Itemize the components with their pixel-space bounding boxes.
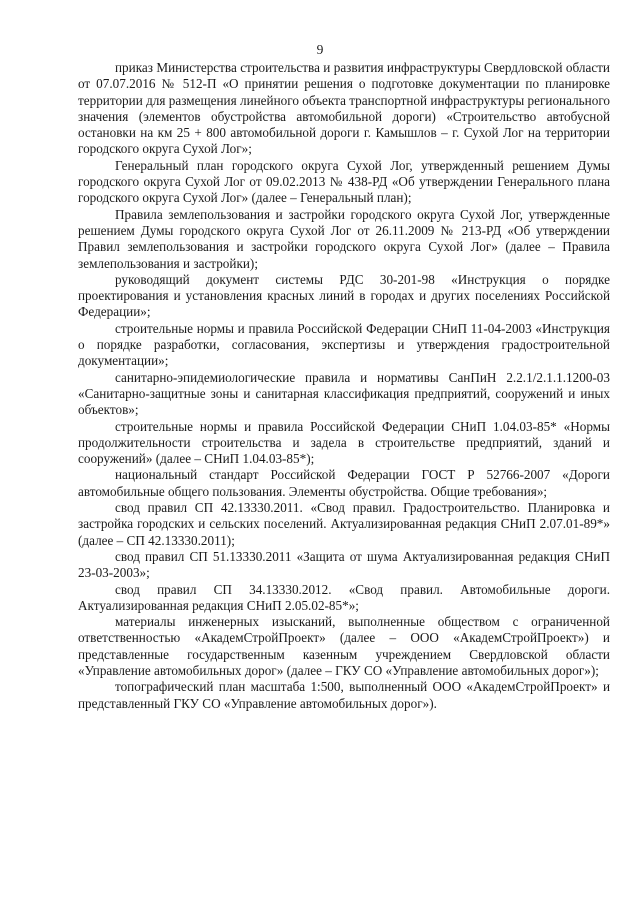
paragraph-snip-1-04-03-85: строительные нормы и правила Российской Федерации СНиП 1.04.03-85* «Нормы продолжительности строительства и задела в строительстве предприятий, зданий и сооружений» (далее – СНиП 1.04.03-85*); <box>78 418 610 467</box>
paragraph-sp-34-13330-2012: свод правил СП 34.13330.2012. «Свод правил. Автомобильные дороги. Актуализированная редакция СНиП 2.05.02-85*»; <box>78 581 610 613</box>
paragraph-land-use-rules: Правила землепользования и застройки городского округа Сухой Лог, утвержденные решением Думы городского округа Сухой Лог от 26.11.2009 № 213-РД «Об утверждении Правил землепользования и застройки городского округа Сухой Лог» (далее – Правила землепользования и застройки); <box>78 206 610 271</box>
paragraph-sanpin: санитарно-эпидемиологические правила и нормативы СанПиН 2.2.1/2.1.1.1200-03 «Санитарно-защитные зоны и санитарная классификация предприятий, сооружений и иных объектов»; <box>78 369 610 418</box>
document-body <box>78 60 610 712</box>
paragraph-engineering-surveys: материалы инженерных изысканий, выполненные обществом с ограниченной ответственностью «АкадемСтройПроект» (далее – ООО «АкадемСтройПроект») и представленные государственным казенным учреждением Свердловской области «Управление автомобильных дорог» (далее – ГКУ СО «Управление автомобильных дорог»); <box>78 614 610 678</box>
paragraph-rds-30-201-98: руководящий документ системы РДС 30-201-98 «Инструкция о порядке проектирования и установления красных линий в городах и других поселениях Российской Федерации»; <box>78 271 610 320</box>
paragraph-gost-52766-2007: национальный стандарт Российской Федерации ГОСТ Р 52766-2007 «Дороги автомобильные общего пользования. Элементы обустройства. Общие требования»; <box>78 467 610 499</box>
paragraph-sp-42-13330-2011: свод правил СП 42.13330.2011. «Свод правил. Градостроительство. Планировка и застройка городских и сельских поселений. Актуализированная редакция СНиП 2.07.01-89*» (далее – СП 42.13330.2011); <box>78 500 610 548</box>
page-number: 9 <box>316 42 324 57</box>
paragraph-order-512-p: приказ Министерства строительства и развития инфраструктуры Свердловской области от 07.07.2016 № 512-П «О принятии решения о подготовке документации по планировке территории для размещения линейного объекта транспортной инфраструктуры регионального значения (элементов обустройства автомобильной дороги) «Строительство автобусной остановки на км 25 + 800 автомобильной дороги г. Камышлов – г. Сухой Лог на территории городского округа Сухой Лог»; <box>78 60 610 157</box>
paragraph-general-plan: Генеральный план городского округа Сухой Лог, утвержденный решением Думы городского округа Сухой Лог от 09.02.2013 № 438-РД «Об утверждении Генерального плана городского округа Сухой Лог» (далее – Генеральный план); <box>78 157 610 206</box>
paragraph-sp-51-13330-2011: свод правил СП 51.13330.2011 «Защита от шума Актуализированная редакция СНиП 23-03-2003»; <box>78 548 610 581</box>
paragraph-snip-11-04-2003: строительные нормы и правила Российской Федерации СНиП 11-04-2003 «Инструкция о порядке разработки, согласования, экспертизы и утверждения градостроительной документации»; <box>78 320 610 369</box>
paragraph-topographic-plan: топографический план масштаба 1:500, выполненный ООО «АкадемСтройПроект» и представленный ГКУ СО «Управление автомобильных дорог»). <box>78 679 610 711</box>
